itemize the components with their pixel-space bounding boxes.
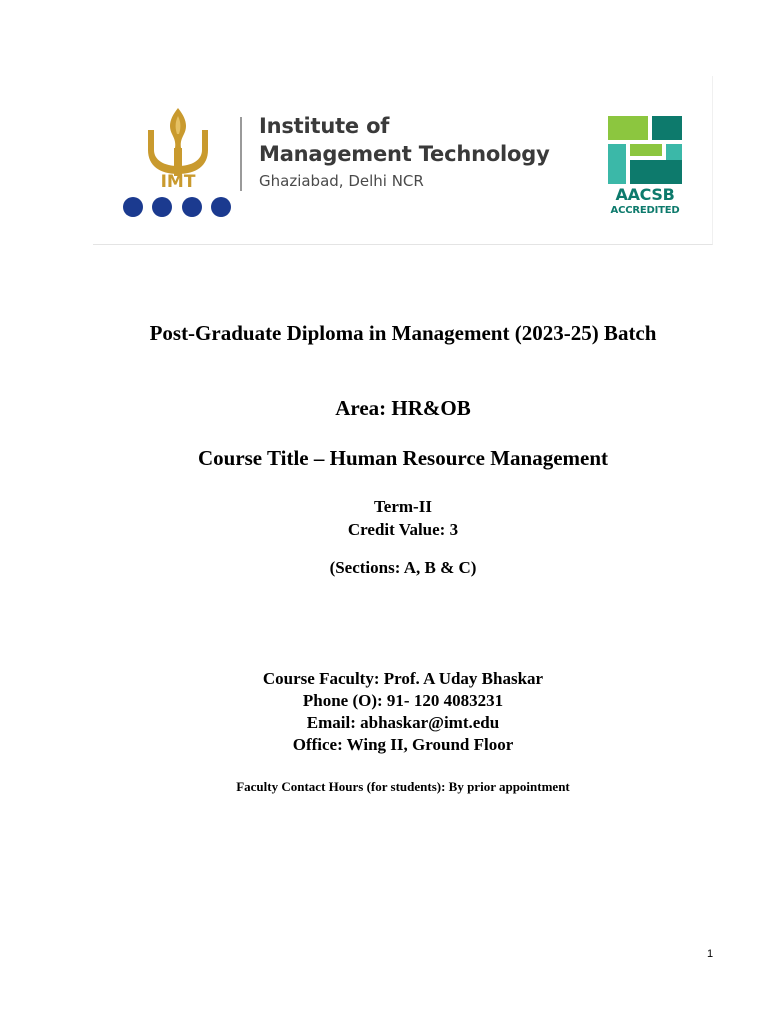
institute-name-line2: Management Technology xyxy=(259,142,550,166)
faculty-name: Course Faculty: Prof. A Uday Bhaskar xyxy=(262,669,544,688)
institute-location: Ghaziabad, Delhi NCR xyxy=(259,172,424,190)
credit-value: Credit Value: 3 xyxy=(347,520,459,539)
contact-hours: Faculty Contact Hours (for students): By prior appointment xyxy=(236,779,570,794)
faculty-phone: Phone (O): 91- 120 4083231 xyxy=(302,691,504,710)
program-title: Post-Graduate Diploma in Management (2023-25) Batch xyxy=(149,321,657,345)
aacsb-status: ACCREDITED xyxy=(610,205,680,216)
institute-name-line1: Institute of xyxy=(259,114,390,138)
course-sections: (Sections: A, B & C) xyxy=(329,558,477,577)
faculty-office: Office: Wing II, Ground Floor xyxy=(292,735,514,754)
institute-name-block xyxy=(259,112,550,194)
course-area: Area: HR&OB xyxy=(335,396,471,420)
faculty-email: Email: abhaskar@imt.edu xyxy=(306,713,500,732)
logo-divider xyxy=(240,117,242,191)
course-title: Course Title – Human Resource Management xyxy=(197,446,609,470)
imt-emblem-icon xyxy=(120,104,236,220)
imt-wordmark: IMT xyxy=(160,172,196,192)
aacsb-name: AACSB xyxy=(615,185,675,204)
course-term: Term-II xyxy=(374,497,432,516)
page-number: 1 xyxy=(706,948,714,960)
